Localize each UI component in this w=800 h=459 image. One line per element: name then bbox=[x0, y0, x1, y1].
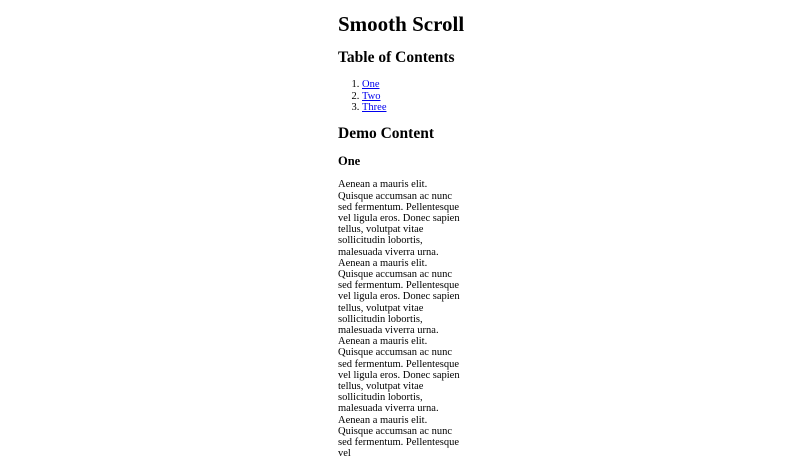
toc-list bbox=[338, 79, 462, 113]
toc-item bbox=[362, 102, 462, 113]
section-paragraph: Aenean a mauris elit. Quisque accumsan ac nunc sed fermentum. Pellentesque vel ligula eros. Donec sapien tellus, volutpat vitae sollicitudin lobortis, malesuada viverra urna. Aenean a mauris elit. Quisque accumsan ac nunc sed fermentum. Pellentesque vel ligula eros. Donec sapien tellus, volutpat vitae sollicitudin lobortis, malesuada viverra urna. Aenean a mauris elit. Quisque accumsan ac nunc sed fermentum. Pellentesque vel ligula eros. Donec sapien tellus, volutpat vitae sollicitudin lobortis, malesuada viverra urna. Aenean a mauris elit. Quisque accumsan ac nunc sed fermentum. Pellentesque vel bbox=[338, 179, 460, 459]
toc-item bbox=[362, 91, 462, 102]
toc-link-three[interactable]: Three bbox=[362, 101, 387, 113]
section-heading-one: One bbox=[338, 154, 361, 168]
toc-heading: Table of Contents bbox=[338, 49, 455, 66]
toc-item bbox=[362, 79, 462, 90]
page-content bbox=[338, 0, 465, 459]
toc-link-one[interactable]: One bbox=[362, 79, 380, 91]
toc-link-two[interactable]: Two bbox=[362, 90, 381, 102]
page-title: Smooth Scroll bbox=[338, 12, 465, 36]
demo-heading: Demo Content bbox=[338, 125, 434, 142]
